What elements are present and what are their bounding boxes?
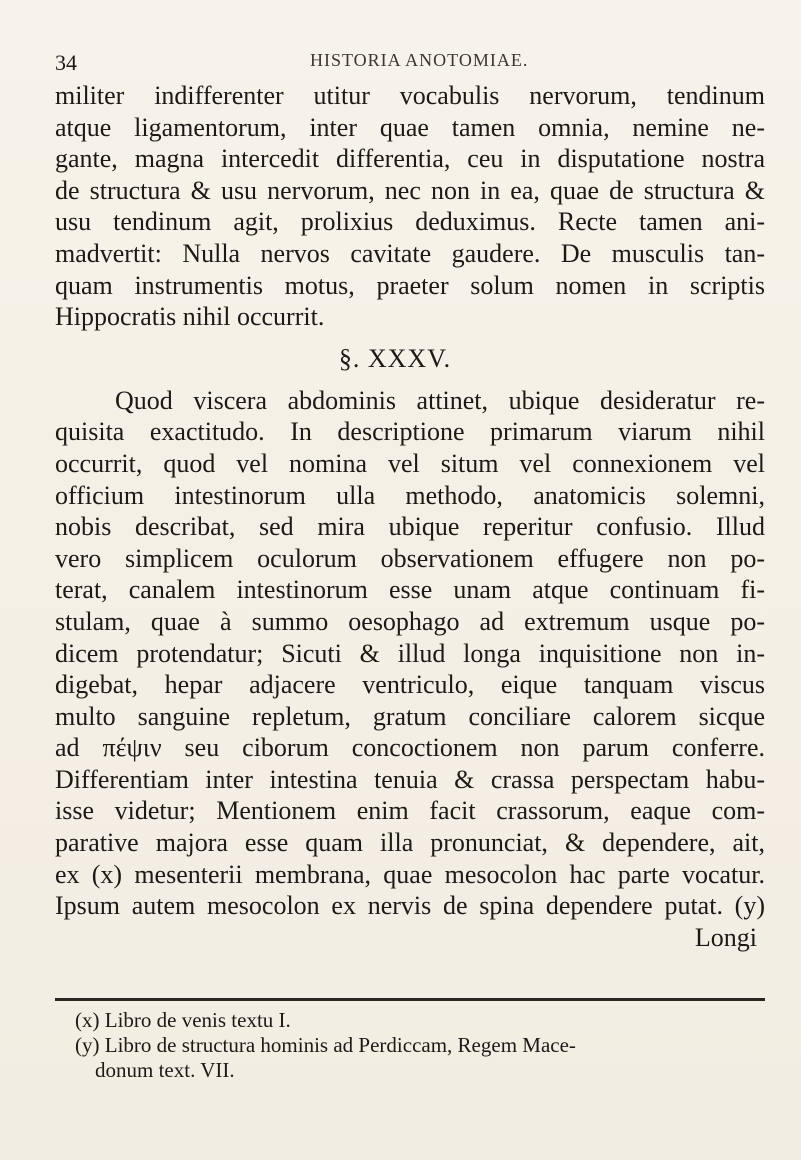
text-line: Hippocratis nihil occurrit. bbox=[55, 302, 325, 332]
text-line: nobis describat, sed mira ubique reperitur confusio. Illud bbox=[55, 512, 765, 542]
paragraph-continued bbox=[55, 80, 765, 333]
text-line: officium intestinorum ulla methodo, anatomicis solemni, bbox=[55, 480, 765, 510]
text-line: ex (x) mesenterii membrana, quae mesocolon hac parte vocatur. bbox=[55, 859, 765, 889]
text-line: isse videtur; Mentionem enim facit crassorum, eaque com- bbox=[55, 796, 765, 826]
text-line: Differentiam inter intestina tenuia & crassa perspectam habu- bbox=[55, 764, 765, 794]
footnote-y: (y) Libro de structura hominis ad Perdiccam, Regem Mace- bbox=[75, 1033, 576, 1057]
body-text bbox=[55, 80, 765, 953]
text-line: quisita exactitudo. In descriptione primarum viarum nihil bbox=[55, 417, 765, 447]
page-header bbox=[55, 44, 741, 80]
section-heading: §. XXXV. bbox=[338, 343, 452, 373]
text-line: quam instrumentis motus, praeter solum nomen in scriptis bbox=[55, 270, 765, 300]
text-line: multo sanguine repletum, gratum conciliare calorem sicque bbox=[55, 701, 765, 731]
text-line: madvertit: Nulla nervos cavitate gaudere. De musculis tan- bbox=[55, 238, 765, 268]
text-line: vero simplicem oculorum observationem effugere non po- bbox=[55, 543, 765, 573]
text-line: atque ligamentorum, inter quae tamen omnia, nemine ne- bbox=[55, 112, 765, 142]
footnote-y-continued: donum text. VII. bbox=[95, 1058, 235, 1082]
text-line: dicem protendatur; Sicuti & illud longa inquisitione non in- bbox=[55, 638, 765, 668]
footnote-rule bbox=[55, 998, 765, 1001]
text-line: Quod viscera abdominis attinet, ubique desideratur re- bbox=[115, 385, 765, 415]
text-line: usu tendinum agit, prolixius deduximus. Recte tamen ani- bbox=[55, 207, 765, 237]
running-head: HISTORIA ANOTOMIAE. bbox=[310, 50, 529, 70]
footnotes bbox=[75, 1008, 765, 1083]
text-line: parative majora esse quam illa pronunciat, & dependere, ait, bbox=[55, 828, 765, 858]
text-line: de structura & usu nervorum, nec non in ea, quae de structura & bbox=[55, 175, 765, 205]
page-number: 34 bbox=[55, 50, 77, 75]
text-line: stulam, quae à summo oesophago ad extremum usque po- bbox=[55, 606, 765, 636]
footnote-x: (x) Libro de venis textu I. bbox=[75, 1008, 291, 1032]
text-line: terat, canalem intestinorum esse unam atque continuam fi- bbox=[55, 575, 765, 605]
text-line: Ipsum autem mesocolon ex nervis de spina dependere putat. (y) bbox=[55, 891, 765, 921]
catchword: Longi bbox=[694, 922, 757, 952]
text-line: militer indifferenter utitur vocabulis nervorum, tendinum bbox=[55, 81, 765, 110]
text-line: occurrit, quod vel nomina vel situm vel connexionem vel bbox=[55, 448, 765, 478]
text-line: digebat, hepar adjacere ventriculo, eique tanquam viscus bbox=[55, 670, 765, 700]
paragraph-section-35 bbox=[55, 385, 765, 954]
text-line: gante, magna intercedit differentia, ceu in disputatione nostra bbox=[55, 144, 765, 174]
text-line: ad πέψιν seu ciborum concoctionem non parum conferre. bbox=[55, 733, 765, 763]
